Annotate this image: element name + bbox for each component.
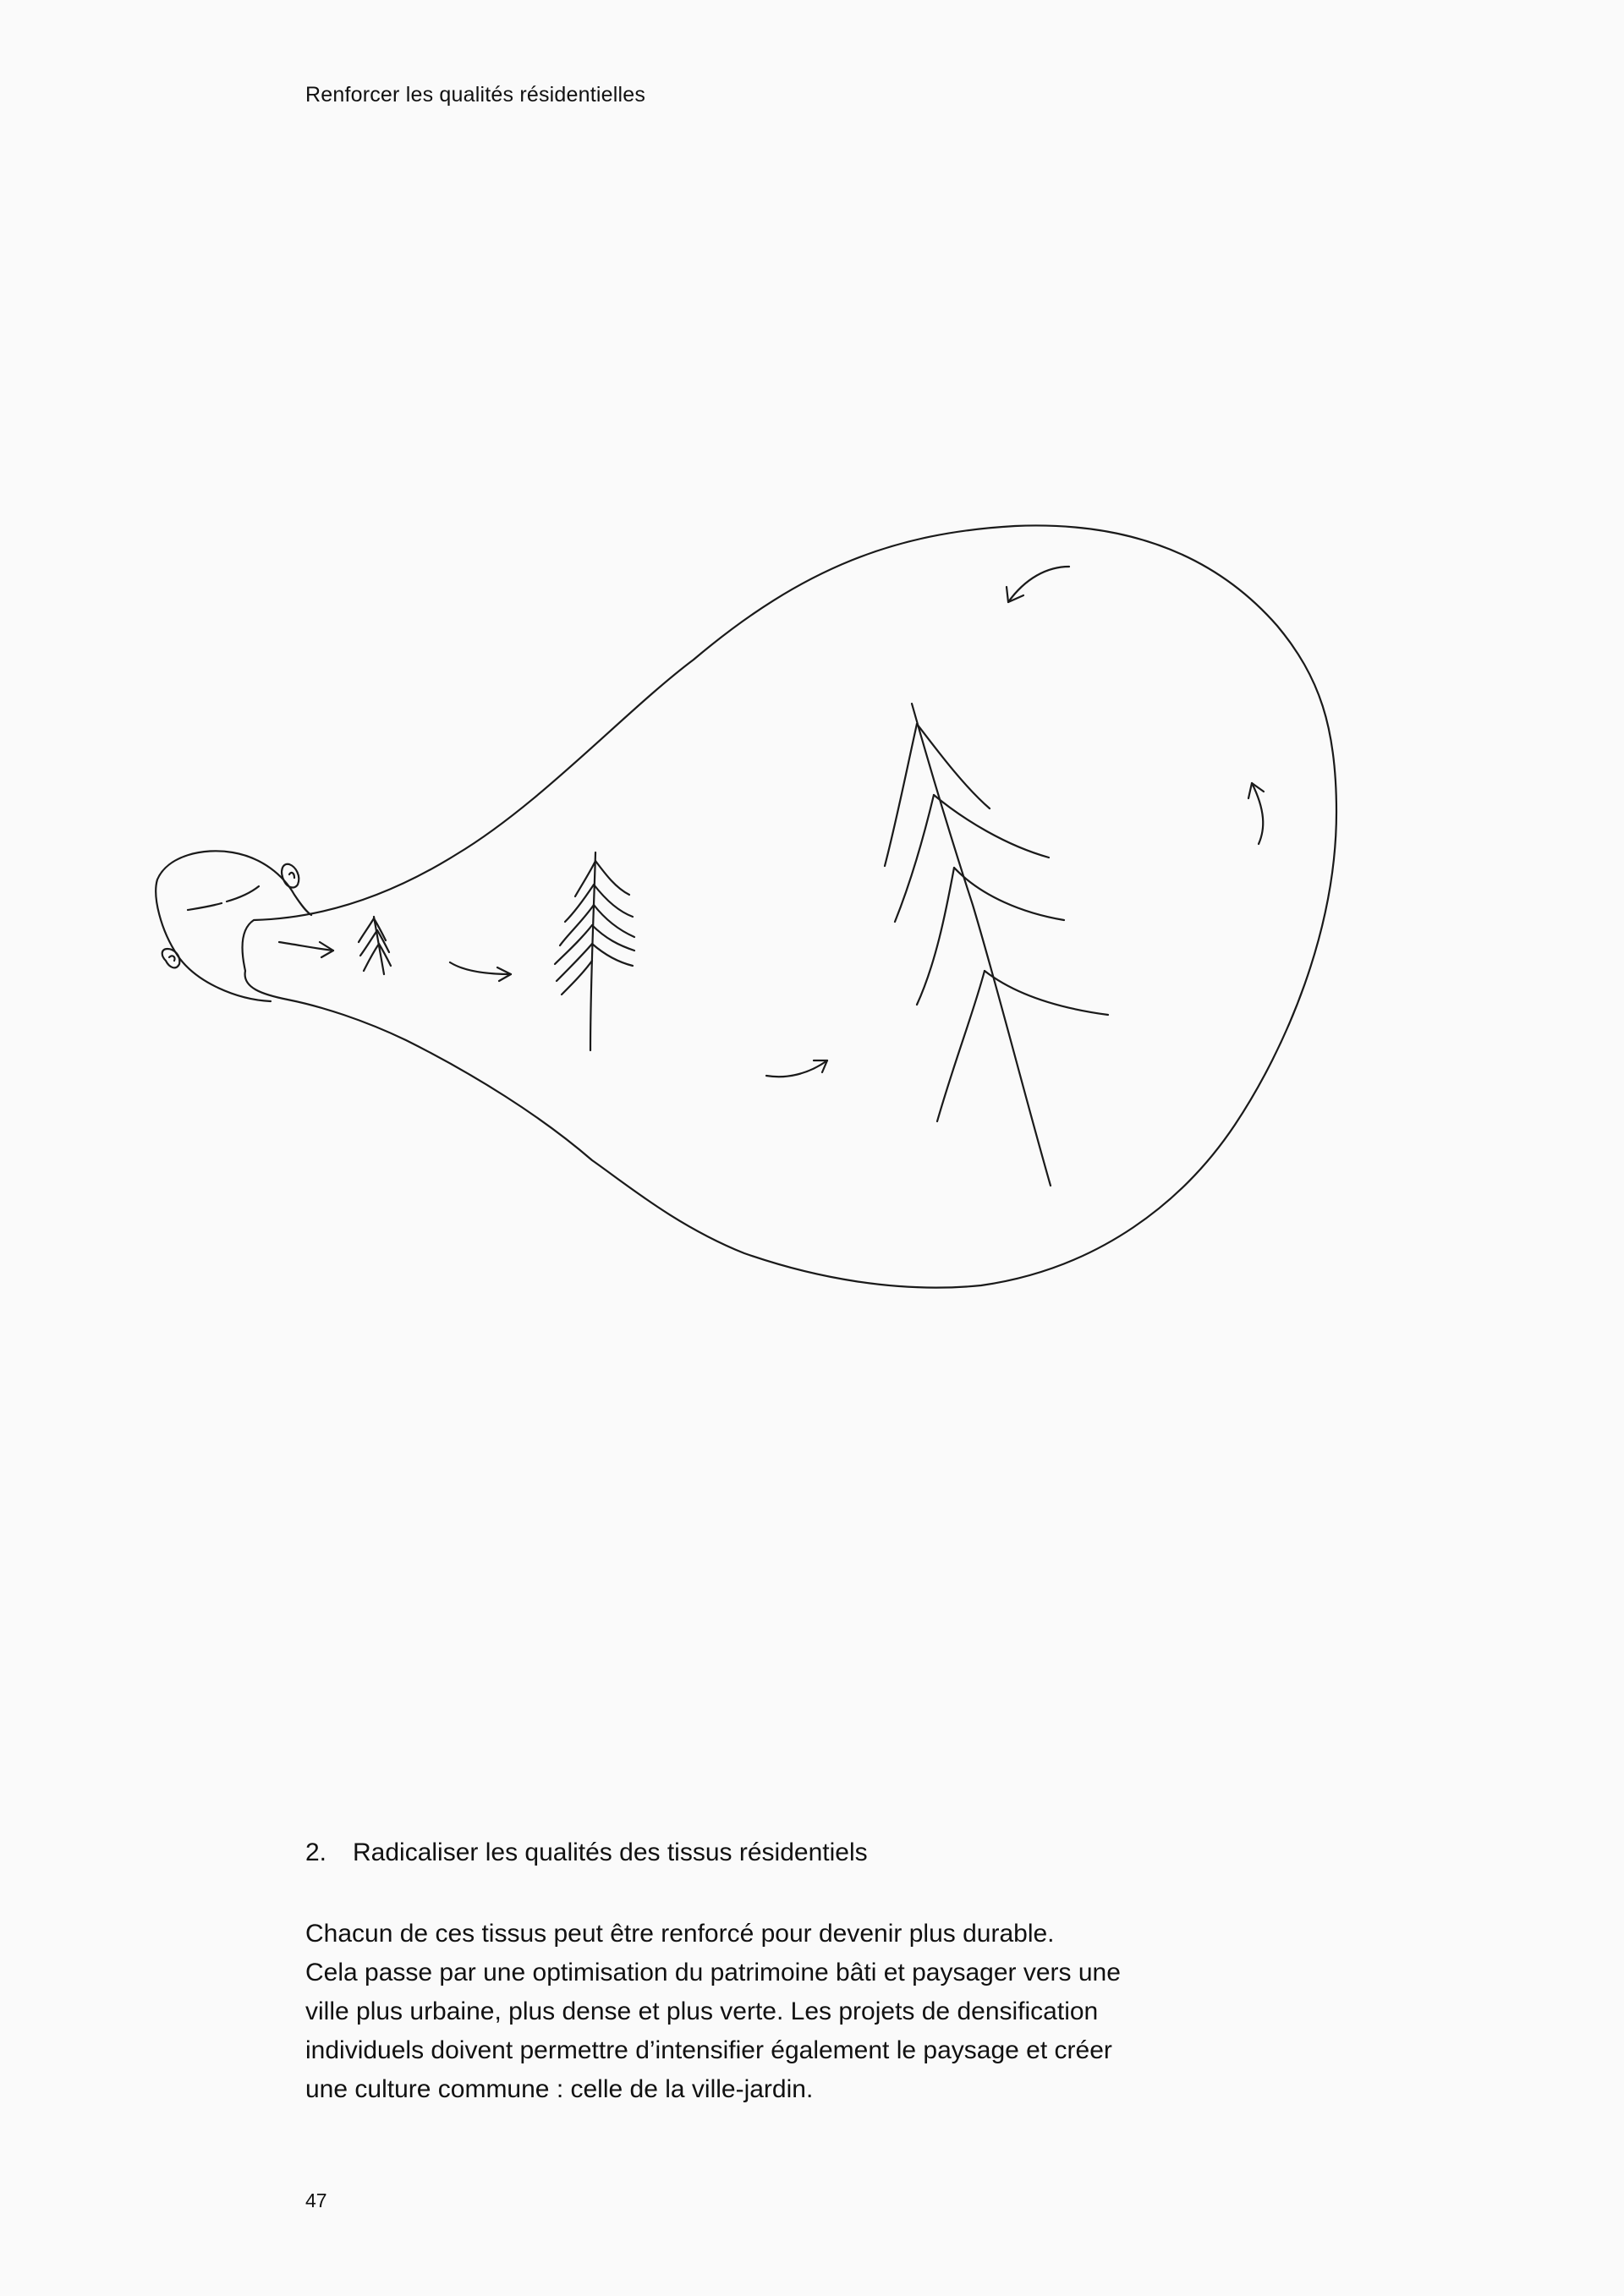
- body-line: individuels doivent permettre d’intensifier également le paysage et créer: [305, 2036, 1112, 2064]
- body-paragraph: [305, 1915, 1219, 2109]
- body-line: Cela passe par une optimisation du patrimoine bâti et paysager vers une: [305, 1959, 1121, 1986]
- arrow-icon: [279, 567, 1264, 1077]
- head-profile-icon: [156, 851, 311, 1001]
- body-line: Chacun de ces tissus peut être renforcé pour devenir plus durable.: [305, 1920, 1055, 1948]
- pine-tree-icon: [885, 704, 1108, 1186]
- body-line: une culture commune : celle de la ville-jardin.: [305, 2075, 814, 2103]
- balloon-outline-icon: [243, 525, 1336, 1287]
- page-number: 47: [305, 2189, 327, 2211]
- body-line: ville plus urbaine, plus dense et plus verte. Les projets de densification: [305, 1997, 1099, 2025]
- section-title: Radicaliser les qualités des tissus résidentiels: [353, 1838, 868, 1866]
- pine-tree-icon: [359, 917, 391, 974]
- running-header: Renforcer les qualités résidentielles: [305, 83, 646, 107]
- section-heading: [305, 1838, 868, 1867]
- section-number: 2.: [305, 1838, 327, 1866]
- pine-tree-icon: [555, 852, 634, 1050]
